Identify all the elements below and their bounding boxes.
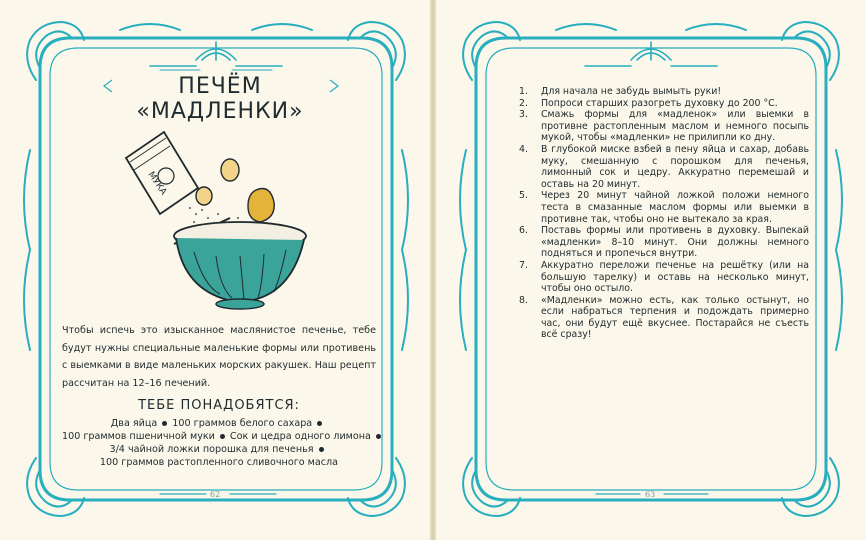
ingredients-list	[62, 417, 376, 469]
step-number: 6.	[519, 225, 528, 237]
step-text: Поставь формы или противень в духовку. Выпекай «мадленки» 8–10 минут. Они должны немного подняться и пропечься внутри.	[541, 225, 809, 260]
step-item	[519, 144, 809, 190]
flour-package-icon	[126, 132, 198, 214]
ingredient: Сок и цедра одного лимона	[229, 431, 371, 442]
step-text: «Мадленки» можно есть, как только остынут, но если набраться терпения и подождать примерно час, они будут ещё вкуснее. Постарайся не съесть всё сразу!	[541, 294, 809, 341]
step-number: 3.	[519, 109, 528, 121]
step-item	[519, 190, 809, 225]
ingredients-line	[62, 443, 376, 456]
step-number: 8.	[519, 294, 528, 306]
step-item	[519, 260, 809, 295]
bullet-dot	[317, 421, 322, 426]
step-item	[519, 98, 809, 110]
bullet-dot	[162, 421, 167, 426]
step-number: 2.	[519, 97, 528, 109]
bullet-dot	[376, 434, 381, 439]
ingredients-line	[62, 456, 376, 469]
right-top-fan-ornament	[585, 42, 717, 66]
step-text: В глубокой миске взбей в пену яйца и сахар, добавь муку, смешанную с порошком для печенья, лимонный сок и цедру. Аккуратно перемешай и оставь на 20 минут.	[541, 143, 809, 190]
ingredients-line	[62, 417, 376, 430]
ingredient: 3/4 чайной ложки порошка для печенья	[109, 444, 314, 455]
recipe-title: ПЕЧЁМ «МАДЛЕНКИ»	[136, 74, 304, 124]
lemon-icon	[248, 189, 274, 223]
recipe-intro: Чтобы испечь это изысканное маслянистое печенье, тебе будут нужны специальные маленькие формы или противень с выемками в виде маленьких морских ракушек. Наш рецепт рассчитан на 12–16 печений.	[62, 325, 376, 389]
egg-icon	[221, 159, 239, 181]
egg-icon	[196, 187, 212, 205]
step-item	[519, 225, 809, 260]
step-item	[519, 109, 809, 144]
baking-illustration	[120, 118, 320, 318]
step-item	[519, 86, 809, 98]
ingredients-heading: ТЕБЕ ПОНАДОБЯТСЯ:	[138, 398, 300, 413]
step-number: 5.	[519, 190, 528, 202]
step-text: Через 20 минут чайной ложкой положи немного теста в смазанные маслом формы или выемки в противне так, чтобы оно не вытекало за края.	[541, 190, 809, 225]
ingredient: 100 граммов белого сахара	[172, 418, 313, 429]
step-text: Попроси старших разогреть духовку до 200 °С.	[541, 97, 778, 109]
step-number: 7.	[519, 259, 528, 271]
svg-text:МУКА: МУКА	[145, 170, 169, 198]
step-number: 4.	[519, 143, 528, 155]
step-text: Смажь формы для «мадленок» или выемки в противне растопленным маслом и немного посыпь мукой, чтобы «мадленки» не прилипли ко дну.	[541, 109, 809, 144]
ingredients-line	[62, 430, 376, 443]
left-top-fan-ornament	[150, 42, 282, 70]
step-number: 1.	[519, 86, 528, 97]
page-number-left: 62	[210, 490, 221, 499]
step-text: Аккуратно переложи печенье на решётку (или на большую тарелку) и оставь на несколько минут, чтобы оно остыло.	[541, 259, 809, 295]
bullet-dot	[319, 447, 324, 452]
step-item	[519, 295, 809, 341]
ingredient: Два яйца	[110, 418, 158, 429]
bullet-dot	[220, 434, 225, 439]
mixing-bowl-icon	[174, 222, 306, 309]
ingredient: 100 граммов растопленного сливочного масла	[99, 457, 339, 468]
ingredient: 100 граммов пшеничной муки	[62, 431, 215, 442]
page-number-right: 63	[645, 490, 656, 499]
step-text: Для начала не забудь вымыть руки!	[541, 86, 722, 97]
recipe-steps	[519, 86, 809, 341]
